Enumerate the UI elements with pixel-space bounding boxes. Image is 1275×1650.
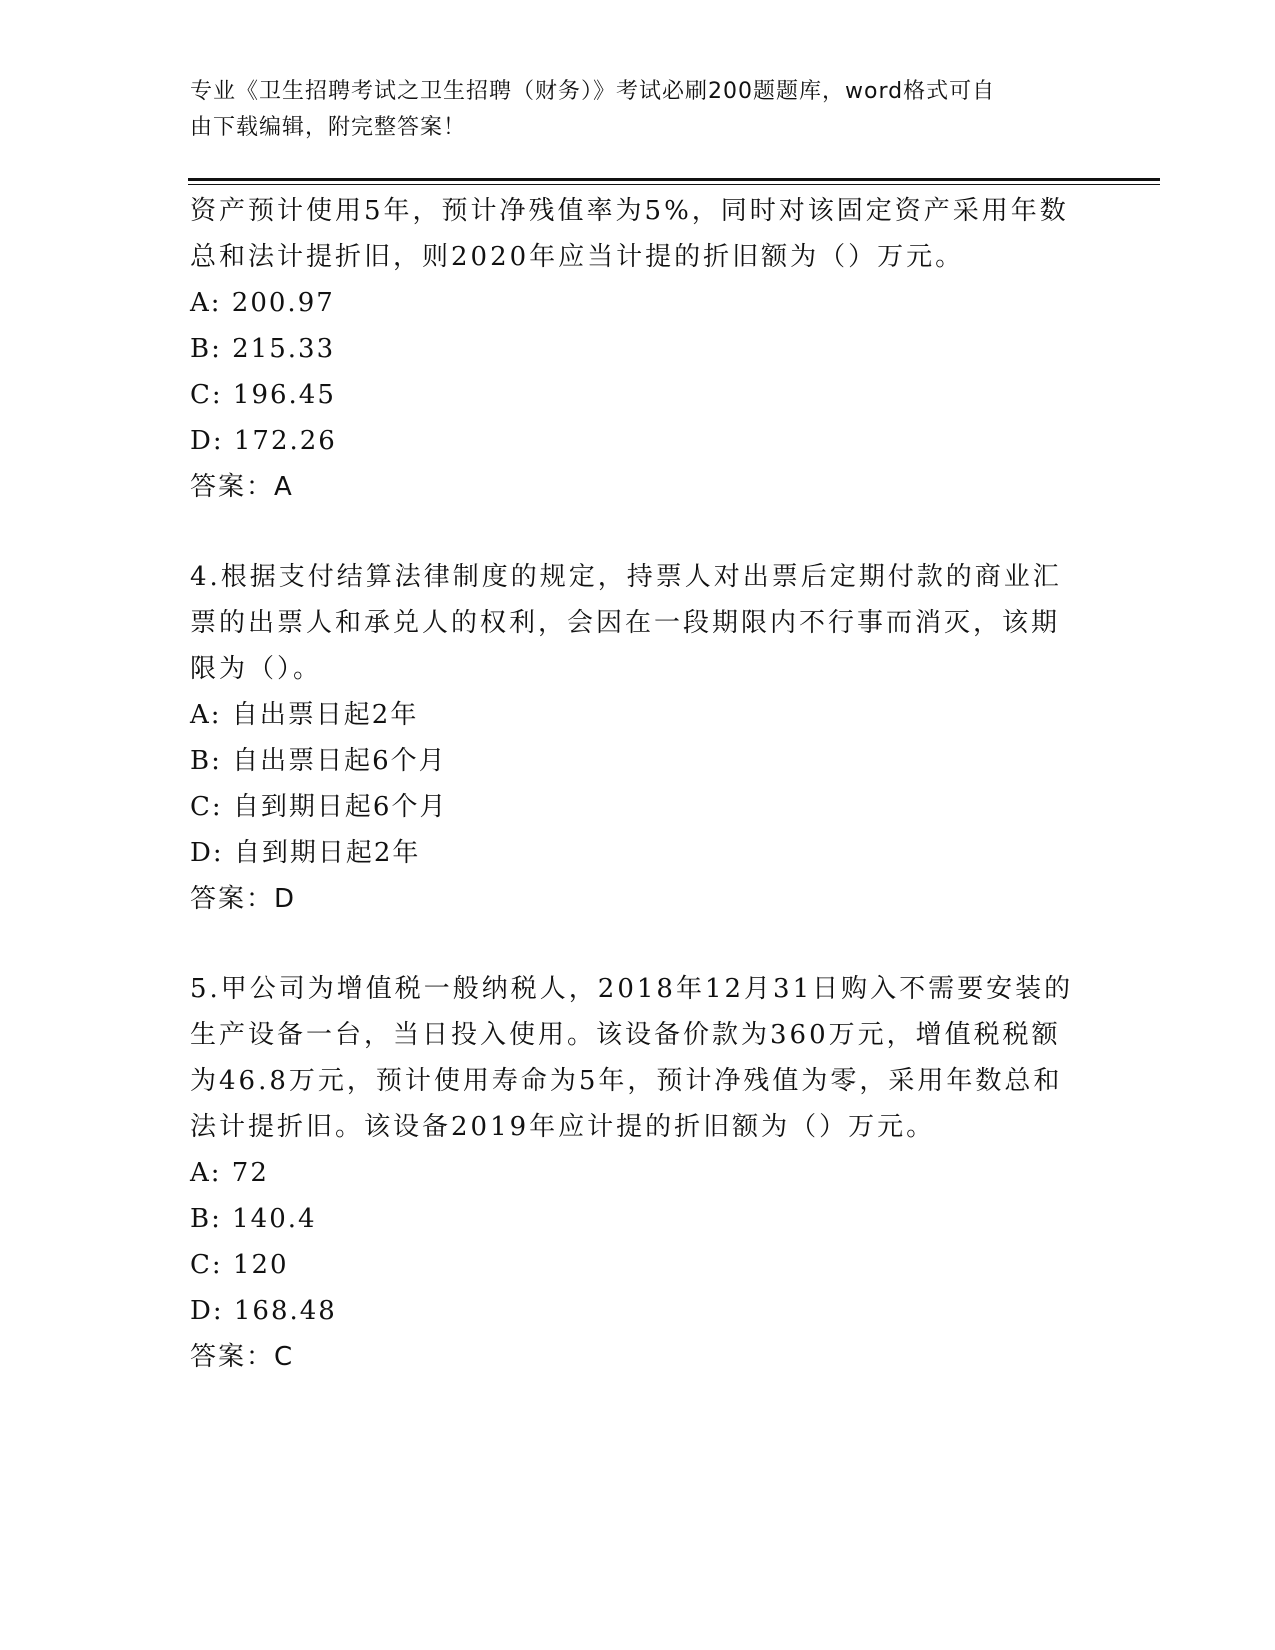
question-block-5 [190,966,1090,1380]
header-line-2: 由下载编辑，附完整答案！ [190,115,467,140]
question-text-line: 总和法计提折旧，则2020年应当计提的折旧额为（）万元。 [190,242,965,272]
question-text-line: 限为（）。 [190,654,323,684]
option-d: D: 172.26 [190,426,337,456]
header-line-1: 专业《卫生招聘考试之卫生招聘（财务）》考试必刷200题题库，word格式可自 [190,79,996,104]
question-text-line: 票的出票人和承兑人的权利，会因在一段期限内不行事而消灭，该期 [190,608,1061,638]
header-divider-thin [188,184,1160,185]
option-b: B: 自出票日起6个月 [190,746,447,776]
answer-line: 答案：D [190,884,297,914]
document-header [190,74,1090,146]
question-text-line: 为46.8万元，预计使用寿命为5年，预计净残值为零，采用年数总和 [190,1066,1063,1096]
question-text-line: 5.甲公司为增值税一般纳税人，2018年12月31日购入不需要安装的 [190,974,1074,1004]
option-d: D: 自到期日起2年 [190,838,421,868]
option-c: C: 自到期日起6个月 [190,792,448,822]
question-text-line: 资产预计使用5年，预计净残值率为5%，同时对该固定资产采用年数 [190,196,1069,226]
question-text-line: 生产设备一台，当日投入使用。该设备价款为360万元，增值税税额 [190,1020,1061,1050]
answer-line: 答案：A [190,472,294,502]
question-block-4 [190,554,1090,922]
option-c: C: 120 [190,1250,289,1280]
option-b: B: 215.33 [190,334,336,364]
option-a: A: 72 [190,1158,269,1188]
option-d: D: 168.48 [190,1296,337,1326]
question-list [190,188,1090,1380]
option-c: C: 196.45 [190,380,336,410]
spacer [190,510,1090,554]
header-divider-thick [188,178,1160,181]
option-a: A: 自出票日起2年 [190,700,419,730]
option-a: A: 200.97 [190,288,335,318]
spacer [190,922,1090,966]
question-block-3 [190,188,1090,510]
question-text-line: 法计提折旧。该设备2019年应计提的折旧额为（）万元。 [190,1112,936,1142]
option-b: B: 140.4 [190,1204,317,1234]
question-text-line: 4.根据支付结算法律制度的规定，持票人对出票后定期付款的商业汇 [190,562,1062,592]
answer-line: 答案：C [190,1342,295,1372]
